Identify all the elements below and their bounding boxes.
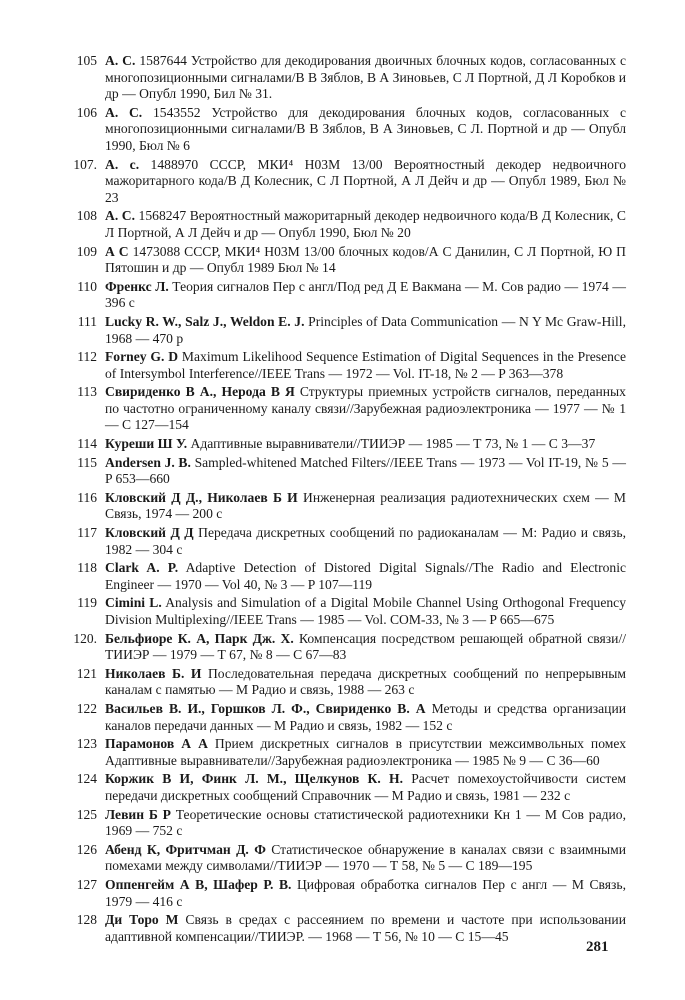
reference-number: 105 [76,53,97,68]
reference-body: Статистическое обнаружение в каналах связи с взаимными помехами между символами//ТИИЭР — 1970 — Т 58, № 5 — С 189—195 [105,841,626,874]
reference-entry [70,455,626,488]
reference-number: 106 [76,104,97,120]
reference-entry [70,666,626,699]
reference-text [105,595,626,628]
reference-number: 124 [76,771,97,787]
reference-authors: А. С. [105,208,135,224]
reference-body: Передача дискретных сообщений по радиоканалам — М: Радио и связь, 1982 — 304 с [105,525,626,557]
reference-authors: А. с. [105,156,140,172]
reference-number: 108 [76,208,97,224]
reference-authors: Кловский Д Д., Николаев Б И [105,489,298,505]
reference-entry [70,912,626,945]
reference-entry [70,842,626,875]
reference-body: Прием дискретных сигналов в присутствии межсимвольных помех Адаптивные выравниватели//Зарубежная радиоэлектроника — 1985 № 9 — С 36—60 [105,736,626,768]
reference-number: 113 [77,384,97,400]
reference-body: Adaptive Detection of Distored Digital Signals//The Radio and Electronic Engineer — 1970 — Vol 40, № 3 — P 107—119 [105,560,626,592]
reference-authors: Cimini L. [105,595,162,611]
reference-body: Sampled-whitened Matched Filters//IEEE Trans — 1973 — Vol IT-19, № 5 — P 653—660 [105,454,626,487]
reference-number: 111 [77,313,97,329]
reference-entry [70,314,626,347]
reference-number: 119 [77,595,97,611]
reference-body: Расчет помехоустойчивости систем передачи дискретных сообщений Справочник — М Радио и связь, 1981 — 232 с [105,771,627,803]
reference-entry [70,701,626,734]
reference-entry [70,771,626,804]
reference-body: Теоретические основы статистической радиотехники Кн 1 — М Сов радио, 1969 — 752 с [105,806,626,839]
reference-text [105,490,626,523]
reference-body: Цифровая обработка сигналов Пер с англ — М Связь, 1979 — 416 с [105,876,626,909]
reference-number: 114 [77,436,97,452]
reference-number: 121 [76,665,97,681]
reference-entry [70,807,626,840]
reference-authors: Куреши Ш У. [105,436,188,452]
reference-authors: Васильев В. И., Горшков Л. Ф., Свириденко В. А [105,700,426,716]
reference-authors: А. С. [105,104,143,120]
reference-authors: Парамонов А А [105,736,208,752]
reference-text [105,912,626,945]
reference-text [105,53,626,103]
reference-number: 107. [73,156,97,172]
reference-authors: Свириденко В А., Нерода В Я [105,384,295,400]
reference-number: 112 [77,349,97,365]
reference-body: Analysis and Simulation of a Digital Mobile Channel Using Orthogonal Frequency Division Multiplexing//IEEE Trans — 1985 — Vol. COM-33, № 3 — P 665—675 [105,595,626,627]
reference-text [105,560,626,593]
reference-authors: Френкс Л. [105,278,169,294]
reference-number: 120. [73,630,97,646]
reference-list [70,53,626,947]
reference-body: Адаптивные выравниватели//ТИИЭР — 1985 — Т 73, № 1 — С 3—37 [187,436,596,452]
reference-entry [70,736,626,769]
reference-body: Связь в средах с рассеянием по времени и частоте при использовании адаптивной компенсации//ТИИЭР. — 1968 — Т 56, № 10 — С 15—45 [105,912,626,944]
reference-text [105,525,626,558]
reference-entry [70,244,626,277]
reference-text [105,314,626,347]
reference-entry [70,877,626,910]
reference-authors: Ди Торо М [105,912,179,928]
reference-number: 122 [76,700,97,716]
reference-entry [70,208,626,241]
reference-number: 126 [76,841,97,857]
reference-text [105,666,626,699]
reference-entry [70,490,626,523]
reference-authors: Левин Б Р [105,806,171,822]
reference-entry [70,525,626,558]
reference-text [105,436,626,453]
reference-authors: А. С. [105,53,136,68]
reference-authors: Абенд К, Фритчман Д. Ф [105,841,266,857]
reference-number: 118 [77,560,97,576]
page-number: 281 [586,939,609,955]
reference-text [105,208,626,241]
reference-text [105,771,626,804]
reference-body: 1568247 Вероятностный мажоритарный декодер недвоичного кода/В Д Колесник, С Л Портной, А Л Дейч и др — Опубл 1990, Бюл № 20 [105,208,626,240]
reference-authors: А С [105,243,129,259]
reference-body: Последовательная передача дискретных сообщений по непрерывным каналам с памятью — М Радио и связь, 1988 — 263 с [105,665,627,698]
reference-number: 115 [77,454,97,470]
reference-text [105,842,626,875]
reference-entry [70,157,626,207]
reference-text [105,157,626,207]
reference-text [105,455,626,488]
reference-text [105,877,626,910]
reference-entry [70,595,626,628]
reference-authors: Николаев Б. И [105,665,202,681]
reference-body: 1543552 Устройство для декодирования блочных кодов, согласованных с многопозиционными сигналами/В В Зяблов, В А Зиновьев, С Л. Портной и др — Опубл 1990, Бюл № 6 [105,104,626,153]
reference-entry [70,384,626,434]
reference-authors: Clark A. P. [105,560,179,576]
reference-number: 127 [76,876,97,892]
reference-number: 109 [76,243,97,259]
reference-body: Теория сигналов Пер с англ/Под ред Д Е Вакмана — М. Сов радио — 1974 — 396 с [105,278,626,311]
reference-text [105,105,626,155]
reference-body: Инженерная реализация радиотехнических схем — М Связь, 1974 — 200 с [105,489,626,522]
reference-text [105,807,626,840]
reference-authors: Оппенгейм А В, Шафер Р. В. [105,876,292,892]
reference-authors: Andersen J. B. [105,454,191,470]
reference-body: Principles of Data Communication — N Y Mc Graw-Hill, 1968 — 470 p [105,313,626,346]
reference-text [105,244,626,277]
reference-authors: Кловский Д Д [105,525,194,541]
reference-authors: Коржик В И, Финк Л. М., Щелкунов К. Н. [105,771,403,787]
reference-text [105,736,626,769]
reference-number: 117 [77,525,97,541]
reference-number: 116 [77,489,97,505]
reference-entry [70,53,626,103]
reference-authors: Бельфиоре К. А, Парк Дж. Х. [105,630,294,646]
reference-text [105,631,626,664]
reference-entry [70,436,626,453]
reference-text [105,384,626,434]
reference-entry [70,631,626,664]
reference-text [105,701,626,734]
reference-body: Методы и средства организации каналов передачи данных — М Радио и связь, 1982 — 152 с [105,700,626,733]
reference-entry [70,105,626,155]
reference-number: 110 [77,278,97,294]
reference-body: Компенсация посредством решающей обратной связи//ТИИЭР — 1979 — Т 67, № 8 — С 67—83 [105,630,627,663]
reference-text [105,349,626,382]
reference-number: 123 [76,736,97,752]
reference-text [105,279,626,312]
reference-body: Maximum Likelihood Sequence Estimation of Digital Sequences in the Presence of Intersymbol Interference//IEEE Trans — 1972 — Vol. IT-18, № 2 — P 363—378 [105,349,626,381]
reference-number: 128 [76,912,97,928]
reference-number: 125 [76,806,97,822]
reference-body: 1488970 СССР, МКИ⁴ Н03М 13/00 Вероятностный декодер недвоичного мажоритарного кода/В Д Колесник, С Л Портной, А Л Дейч и др — Опубл 1989, Бюл № 23 [105,156,627,205]
reference-authors: Lucky R. W., Salz J., Weldon E. J. [105,313,305,329]
reference-entry [70,349,626,382]
reference-entry [70,560,626,593]
reference-entry [70,279,626,312]
reference-body: 1473088 СССР, МКИ⁴ Н03М 13/00 блочных кодов/А С Данилин, С Л Портной, Ю П Пятошин и др — Опубл 1989 Бюл № 14 [105,243,626,276]
reference-body: 1587644 Устройство для декодирования двоичных блочных кодов, согласованных с многопозиционными сигналами/В В Зяблов, В А Зиновьев, С Л Портной, Д Л Коробков и др — Опубл 1990, Бил № 31. [105,53,626,102]
reference-authors: Forney G. D [105,349,179,365]
reference-body: Структуры приемных устройств сигналов, переданных по частотно ограниченному каналу связи//Зарубежная радиоэлектроника — 1977 — № 1 — С 127—154 [105,384,626,433]
